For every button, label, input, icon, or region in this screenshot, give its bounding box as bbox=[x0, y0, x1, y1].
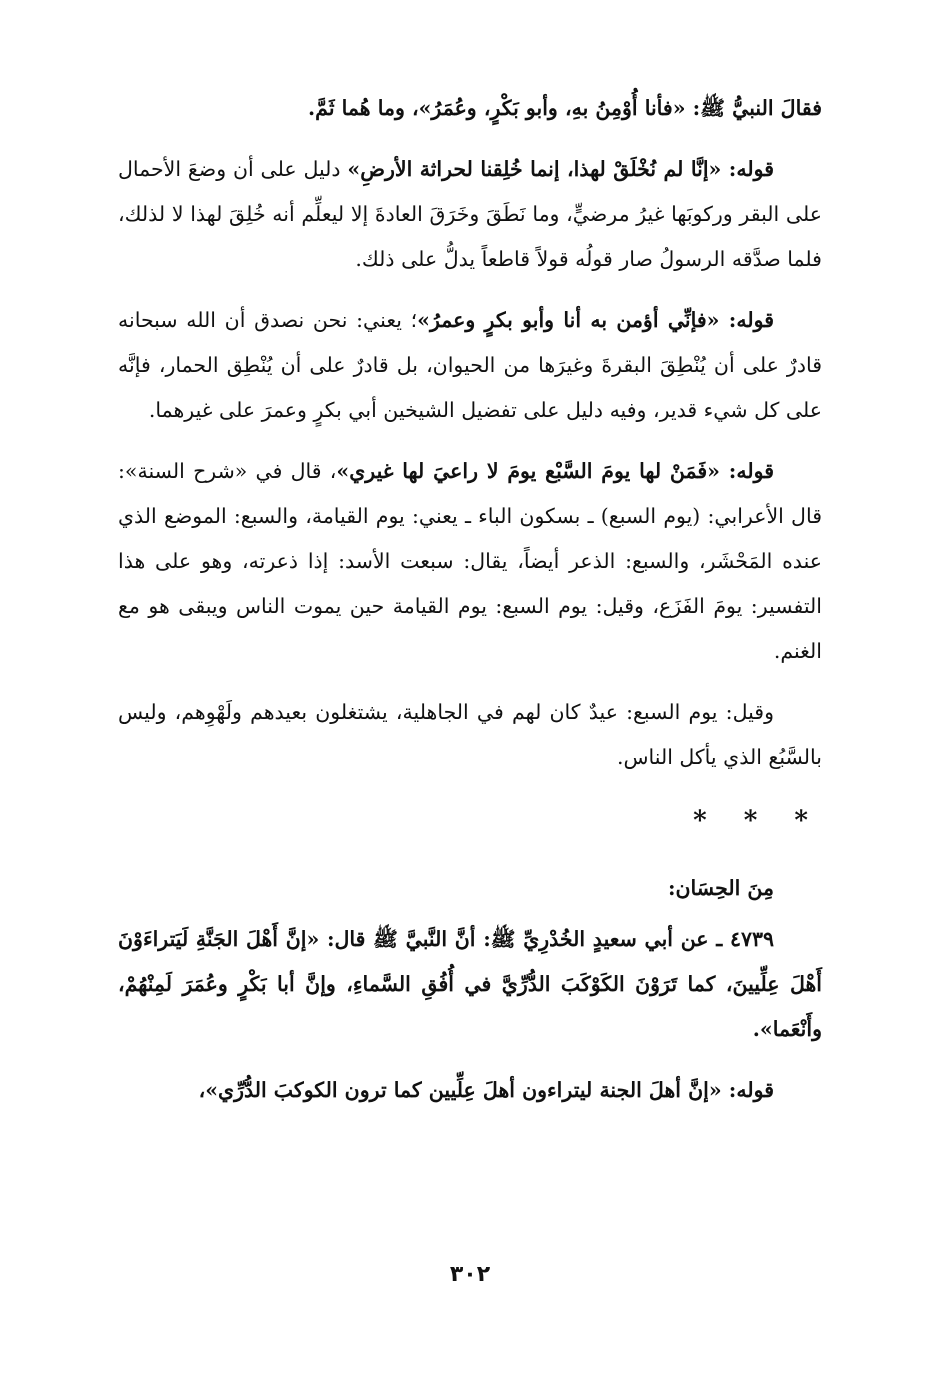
paragraph-commentary-3 bbox=[118, 449, 822, 674]
hadith-text: ٤٧٣٩ ـ عن أبي سعيدٍ الخُدْرِيِّ ﷺ: أنَّ النَّبيَّ ﷺ قال: «إنَّ أَهْلَ الجَنَّةِ لَيَتراءَوْنَ أَهْلَ عِلِّيينَ، كما تَرَوْنَ الكَوْكَبَ الدُّرِّيَّ في أُفُقِ السَّماءِ، وإنَّ أبا بَكْرٍ وعُمَرَ لَمِنْهُمْ، وأَنْعَما». bbox=[118, 927, 822, 1041]
bold-quote: قوله: «إنَّ أهلَ الجنة ليتراءون أهلَ عِلِّيين كما ترون الكوكبَ الدُّرِّي»، bbox=[198, 1078, 774, 1102]
bold-text: فقالَ النبيُّ ﷺ: «فأنا أُوْمِنُ بهِ، وأبو بَكْرٍ، وعُمَرُ»، وما هُما ثَمَّ. bbox=[308, 96, 822, 120]
section-title: مِنَ الحِسَان: bbox=[667, 876, 774, 900]
separator-stars: * * * bbox=[693, 806, 822, 836]
commentary-text: ، قال في «شرح السنة»: قال الأعرابي: (يوم السبع) ـ بسكون الباء ـ يعني: يوم القيامة، والسبع: الموضع الذي عنده المَحْشَر، والسبع: الذعر أيضاً، يقال: سبعت الأسد: إذا ذعرته، وهو على هذا التفسير: يومَ الفَزَع، وقيل: يوم السبع: يوم القيامة حين يموت الناس ويبقى هو مع الغنم. bbox=[118, 459, 822, 663]
paragraph-commentary-5 bbox=[118, 1068, 822, 1113]
paragraph-commentary-4 bbox=[118, 690, 822, 780]
commentary-text: وقيل: يوم السبع: عيدٌ كان لهم في الجاهلية، يشتغلون بعيدهم ولَهْوِهم، وليس بالسَّبُع الذي يأكل الناس. bbox=[118, 700, 822, 769]
hadith-4739 bbox=[118, 917, 822, 1052]
commentary-text: دليل على أن وضعَ الأحمال على البقر وركوبَها غيرُ مرضيٍّ، وما نَطَقَ وخَرَقَ العادةَ إلا ليعلِّم أنه خُلِقَ لهذا لا لذلك، فلما صدَّقه الرسولُ صار قولُه قولاً قاطعاً يدلُّ على ذلك. bbox=[118, 157, 822, 271]
main-text bbox=[118, 86, 822, 1129]
paragraph-commentary-1 bbox=[118, 147, 822, 282]
bold-quote: قوله: «إنَّا لم نُخْلَقْ لهذا، إنما خُلِقنا لحراثة الأرضِ» bbox=[347, 157, 774, 181]
paragraph-commentary-2 bbox=[118, 298, 822, 433]
paragraph-prophet-saying bbox=[118, 86, 822, 131]
bold-quote: قوله: «فَمَنْ لها يومَ السَّبْع يومَ لا راعيَ لها غيري» bbox=[336, 459, 774, 483]
commentary-text: ؛ يعني: نحن نصدق أن الله سبحانه قادرٌ على أن يُنْطِقَ البقرةَ وغيرَها من الحيوان، بل قادرٌ على أن يُنْطِق الحمار، فإنَّه على كل شيء قدير، وفيه دليل على تفضيل الشيخين أبي بكرٍ وعمرَ على غيرهما. bbox=[118, 308, 822, 422]
page-number: ٣٠٢ bbox=[449, 1262, 491, 1287]
bold-quote: قوله: «فإنِّي أؤمن به أنا وأبو بكرٍ وعمرُ» bbox=[417, 308, 774, 332]
